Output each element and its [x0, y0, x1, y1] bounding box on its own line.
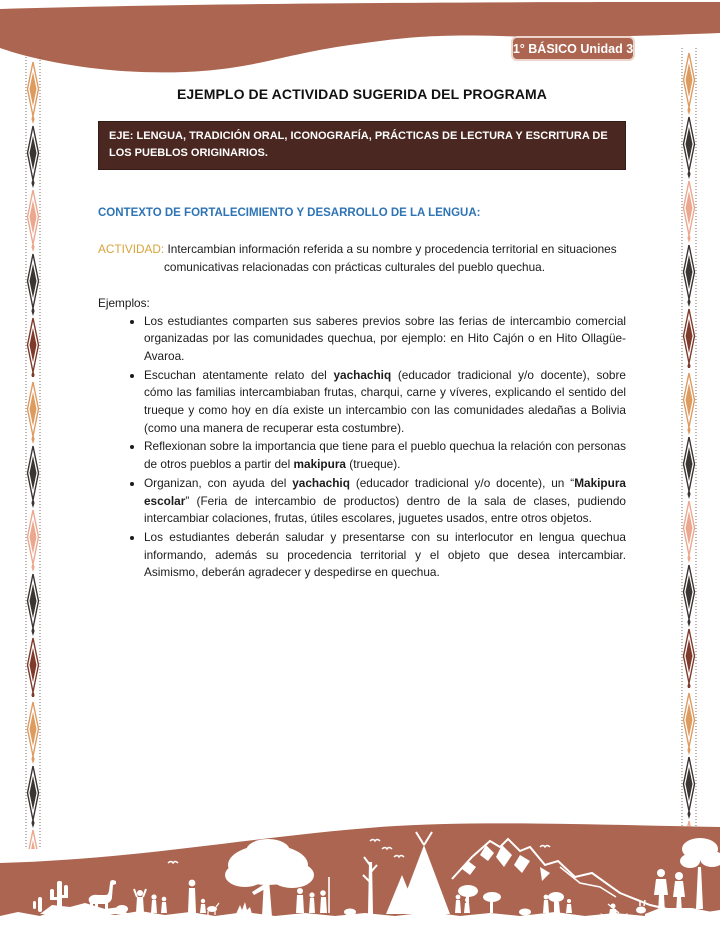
examples-heading: Ejemplos: — [98, 295, 150, 310]
unit-tab-label: 1° BÁSICO Unidad 3 — [512, 41, 634, 56]
activity-text: Intercambian información referida a su nombre y procedencia territorial en situaciones comunicativas relacionadas con prácticas culturales del pueblo quechua. — [164, 242, 617, 275]
eje-banner-text: EJE: LENGUA, TRADICIÓN ORAL, ICONOGRAFÍA, PRÁCTICAS DE LECTURA Y ESCRITURA DE LOS PUEBLOS ORIGINARIOS. — [109, 130, 608, 160]
example-item: • Reflexionan sobre la importancia que tiene para el pueblo quechua la relación con personas de otros pueblos a partir del makipura (trueque). — [144, 438, 626, 473]
textile-border-right-icon — [681, 48, 697, 848]
example-item: • Los estudiantes deberán saludar y presentarse con su interlocutor en lengua quechua informando, además su procedencia territorial y el objeto que desea intercambiar. Asimismo, deberán agradecer y despedirse en quechua. — [144, 529, 626, 582]
example-item: • Escuchan atentamente relato del yachachiq (educador tradicional y/o docente), sobre cómo las familias intercambiaban frutas, charqui, carne y víveres, explicando el sentido del trueque y como hoy en día existe un intercambio con las comunidades aledañas a Bolivia (como una manera de recuperar esta costumbre). — [144, 367, 626, 438]
examples-list — [98, 313, 626, 582]
activity-paragraph — [98, 240, 626, 277]
textile-border-left-icon — [25, 57, 41, 849]
context-heading: CONTEXTO DE FORTALECIMIENTO Y DESARROLLO DE LA LENGUA: — [98, 207, 481, 220]
document-content — [98, 86, 626, 583]
example-item: • Los estudiantes comparten sus saberes previos sobre las ferias de intercambio comercial organizadas por las comunidades quechua, por ejemplo: en Hito Cajón o en Hito Ollagüe-Avaroa. — [144, 313, 626, 366]
page-title: EJEMPLO DE ACTIVIDAD SUGERIDA DEL PROGRAMA — [176, 86, 548, 102]
activity-label: ACTIVIDAD: — [98, 242, 165, 257]
example-item: • Organizan, con ayuda del yachachiq (educador tradicional y/o docente), un “Makipura escolar” (Feria de intercambio de productos) dentro de la sala de clases, pudiendo intercambiar colaciones, frutas, útiles escolares, juguetes usados, entre otros objetos. — [144, 475, 626, 528]
eje-banner — [98, 121, 626, 170]
footer-illustration — [0, 817, 720, 932]
unit-tab — [511, 36, 635, 61]
